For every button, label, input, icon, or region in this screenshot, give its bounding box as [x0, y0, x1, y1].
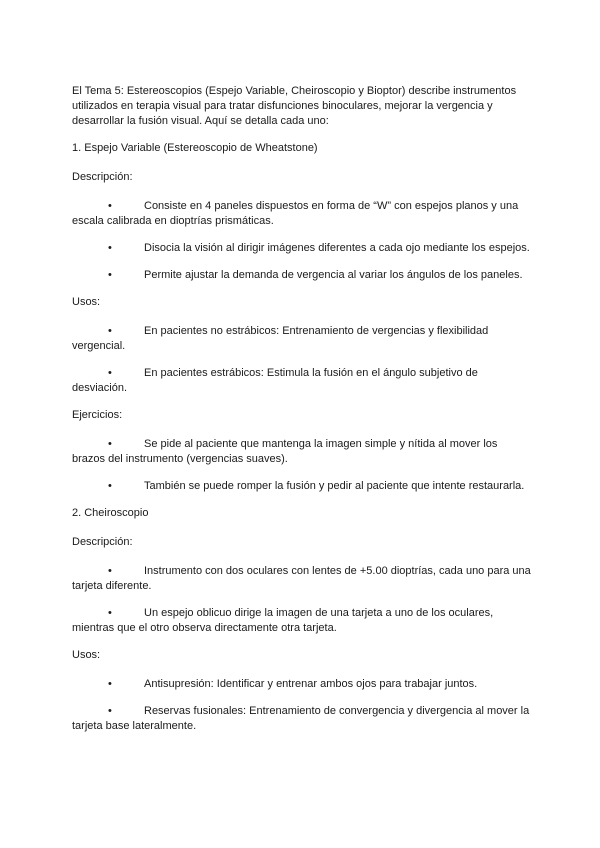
list-item-text: Se pide al paciente que mantenga la imagen simple y nítida al mover los brazos del instrumento (vergencias suaves). [72, 438, 498, 465]
list-item [72, 199, 532, 229]
group-label: Usos: [72, 649, 101, 661]
bullet-icon: • [108, 705, 112, 717]
list-item-text: Disocia la visión al dirigir imágenes diferentes a cada ojo mediante los espejos. [144, 242, 530, 254]
list-item-text: En pacientes estrábicos: Estimula la fusión en el ángulo subjetivo de desviación. [72, 367, 478, 394]
bullet-icon: • [108, 200, 112, 212]
bullet-icon: • [108, 678, 112, 690]
list-item-text: Instrumento con dos oculares con lentes de +5.00 dioptrías, cada uno para una tarjeta diferente. [72, 565, 531, 592]
list-item-text: En pacientes no estrábicos: Entrenamiento de vergencias y flexibilidad vergencial. [72, 325, 489, 352]
list-item [72, 437, 532, 467]
bullet-icon: • [108, 269, 112, 281]
bullet-icon: • [108, 242, 112, 254]
list-item [72, 564, 532, 594]
list-item-text: También se puede romper la fusión y pedir al paciente que intente restaurarla. [144, 480, 525, 492]
bullet-icon: • [108, 565, 112, 577]
list-item [72, 677, 532, 692]
intro-paragraph: El Tema 5: Estereoscopios (Espejo Variable, Cheiroscopio y Bioptor) describe instrumentos utilizados en terapia visual para tratar disfunciones binoculares, mejorar la vergencia y desarrollar la fusión visual. Aquí se detalla cada uno: [72, 85, 517, 127]
list-item [72, 366, 532, 396]
group-label: Usos: [72, 296, 101, 308]
list-item [72, 268, 532, 283]
group-label: Ejercicios: [72, 409, 123, 421]
list-item [72, 324, 532, 354]
list-item [72, 606, 532, 636]
list-item-text: Reservas fusionales: Entrenamiento de convergencia y divergencia al mover la tarjeta base lateralmente. [72, 705, 530, 732]
list-item-text: Antisupresión: Identificar y entrenar ambos ojos para trabajar juntos. [144, 678, 478, 690]
list-item [72, 479, 532, 494]
list-item [72, 704, 532, 734]
bullet-icon: • [108, 367, 112, 379]
list-item-text: Un espejo oblicuo dirige la imagen de una tarjeta a uno de los oculares, mientras que el otro observa directamente otra tarjeta. [72, 607, 494, 634]
list-item-text: Consiste en 4 paneles dispuestos en forma de “W” con espejos planos y una escala calibrada en dioptrías prismáticas. [72, 200, 519, 227]
bullet-icon: • [108, 325, 112, 337]
list-item-text: Permite ajustar la demanda de vergencia al variar los ángulos de los paneles. [144, 269, 523, 281]
section-title: 2. Cheiroscopio [72, 507, 149, 519]
document-page [72, 84, 532, 746]
bullet-icon: • [108, 607, 112, 619]
section-title: 1. Espejo Variable (Estereoscopio de Wheatstone) [72, 142, 318, 154]
bullet-icon: • [108, 480, 112, 492]
bullet-icon: • [108, 438, 112, 450]
list-item [72, 241, 532, 256]
group-label: Descripción: [72, 171, 133, 183]
group-label: Descripción: [72, 536, 133, 548]
